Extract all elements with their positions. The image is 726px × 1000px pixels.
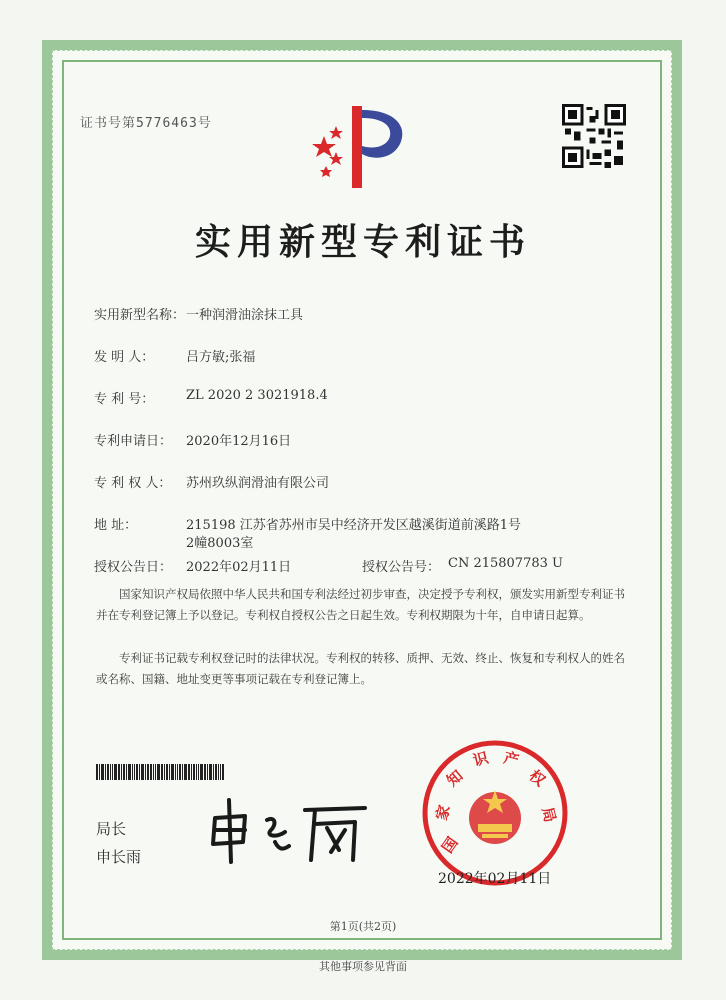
field-value-address-line2: 2幢8003室 [186, 536, 254, 551]
field-label-patent-number: 专 利 号： [94, 392, 155, 407]
svg-text:知: 知 [443, 766, 467, 790]
signatory-title: 局长 [96, 820, 127, 838]
footer-note: 其他事项参见背面 [319, 960, 407, 973]
statement-paragraph: 专利证书记载专利权登记时的法律状况。专利权的转移、质押、无效、终止、恢复和专利权人的姓名或名称、国籍、地址变更等事项记载在专利登记簿上。 [96, 651, 625, 686]
svg-text:产: 产 [501, 748, 521, 770]
svg-text:权: 权 [525, 766, 549, 790]
qr-code-icon [562, 104, 626, 168]
signatory-name: 申长雨 [96, 848, 142, 866]
field-value-patentee: 苏州玖纵润滑油有限公司 [186, 476, 330, 491]
certificate-number: 证书号第5776463号 [80, 116, 212, 131]
svg-text:家: 家 [432, 803, 454, 823]
field-label-address: 地 址： [94, 518, 138, 533]
field-label-filing-date: 专利申请日： [94, 434, 173, 449]
field-label-name: 实用新型名称： [94, 308, 186, 323]
field-value-address: 215198 江苏省苏州市吴中经济开发区越溪街道前溪路1号 [186, 518, 522, 533]
official-seal-icon [420, 738, 570, 888]
field-value-grant-date: 2022年02月11日 [186, 560, 292, 575]
handwritten-signature [205, 790, 375, 870]
document-title: 实用新型专利证书 [194, 221, 531, 263]
svg-text:国: 国 [438, 833, 462, 857]
barcode-icon [96, 764, 286, 780]
field-label-patentee: 专 利 权 人： [94, 476, 172, 491]
field-value-patent-number: ZL 2020 2 3021918.4 [186, 388, 328, 403]
cnipa-logo-icon [300, 96, 420, 196]
field-value-grant-number: CN 215807783 U [448, 556, 563, 571]
svg-text:局: 局 [538, 805, 560, 825]
field-label-grant-number: 授权公告号： [362, 560, 441, 575]
field-label-grant-date: 授权公告日： [94, 560, 173, 575]
field-value-filing-date: 2020年12月16日 [186, 434, 292, 449]
page-number: 第1页(共2页) [329, 920, 397, 933]
svg-text:识: 识 [471, 748, 491, 770]
field-value-name: 一种润滑油涂抹工具 [186, 308, 304, 323]
field-label-inventor: 发 明 人： [94, 350, 155, 365]
statement-paragraph: 国家知识产权局依照中华人民共和国专利法经过初步审查，决定授予专利权，颁发实用新型专利证书并在专利登记簿上予以登记。专利权自授权公告之日起生效。专利权期限为十年，自申请日起算。 [96, 587, 625, 622]
seal-date: 2022年02月11日 [438, 871, 552, 887]
field-value-inventor: 吕方敏;张福 [186, 350, 256, 365]
